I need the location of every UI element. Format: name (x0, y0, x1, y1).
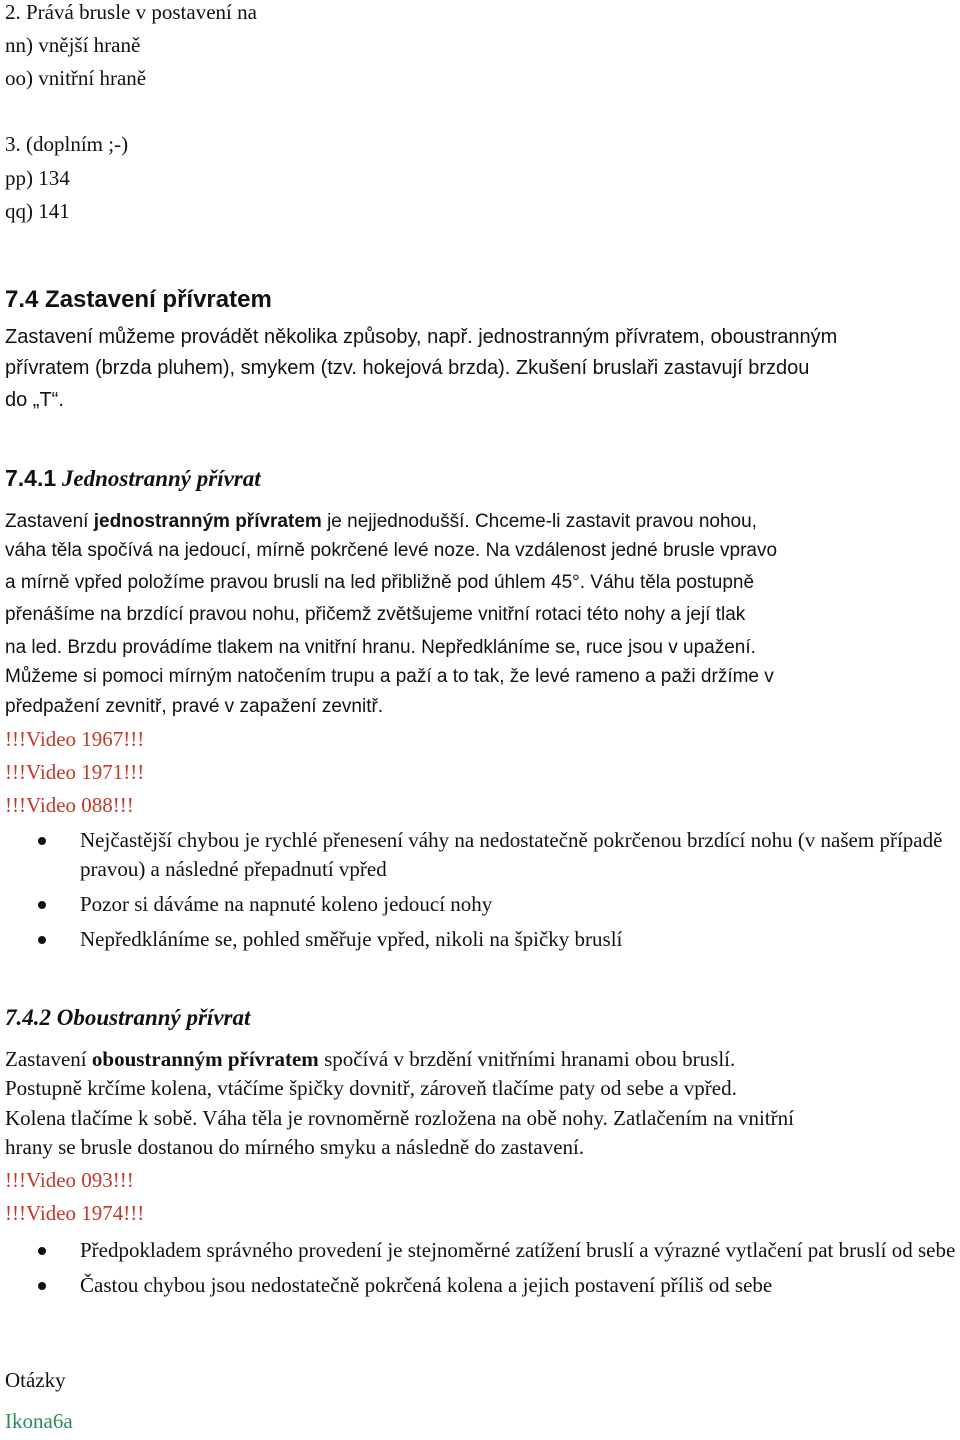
list-item-3-b: qq) 141 (5, 199, 70, 223)
section-7-4-1-p5: na led. Brzdu provádíme tlakem na vnitřní hranu. Nepředkláníme se, ruce jsou v upažení. (5, 637, 756, 658)
section-7-4-1-p1 (5, 506, 757, 537)
list-item (0, 826, 960, 884)
list-item (0, 925, 960, 954)
list-item (0, 1236, 960, 1265)
list-item-2-b: oo) vnitřní hraně (5, 66, 147, 90)
list-item-2-a: nn) vnější hraně (5, 33, 141, 57)
video-link-1974[interactable]: !!!Video 1974!!! (5, 1201, 145, 1225)
bullet-dot-icon (38, 837, 46, 845)
bullet-dot-icon (38, 1282, 46, 1290)
bullet-dot-icon (38, 1247, 46, 1255)
p1-prefix: Zastavení (5, 511, 94, 532)
list-item (0, 890, 960, 919)
bullet-text: Nepředkláníme se, pohled směřuje vpřed, nikoli na špičky bruslí (80, 927, 623, 951)
section-7-4-1-p7: předpažení zevnitř, pravé v zapažení zevnitř. (5, 696, 384, 717)
bullet-text: Častou chybou jsou nedostatečně pokrčená kolena a jejich postavení příliš od sebe (80, 1273, 773, 1297)
video-link-1971[interactable]: !!!Video 1971!!! (5, 760, 145, 784)
p1-prefix: Zastavení (5, 1047, 92, 1071)
section-7-4-1-p6: Můžeme si pomoci mírným natočením trupu a paží a to tak, že levé rameno a paži držíme v (5, 666, 774, 687)
section-7-4-2-bullet-list (0, 1236, 960, 1306)
section-7-4-intro-line2: přívratem (brzda pluhem), smykem (tzv. hokejová brzda). Zkušení bruslaři zastavují brzdou (5, 357, 810, 379)
section-7-4-1-p3: a mírně vpřed položíme pravou brusli na led přibližně pod úhlem 45°. Váhu těla postupně (5, 572, 755, 593)
section-7-4-heading: 7.4 Zastavení přívratem (5, 286, 272, 313)
bullet-dot-icon (38, 936, 46, 944)
video-link-093[interactable]: !!!Video 093!!! (5, 1168, 134, 1192)
section-7-4-intro-line3: do „T“. (5, 389, 64, 411)
questions-label: Otázky (5, 1368, 66, 1392)
section-7-4-1-title: Jednostranný přívrat (56, 466, 261, 491)
p1-suffix: je nejjednodušší. Chceme-li zastavit pravou nohou, (321, 511, 757, 532)
section-7-4-2-p3: Kolena tlačíme k sobě. Váha těla je rovnoměrně rozložena na obě nohy. Zatlačením na vnitřní (5, 1106, 794, 1130)
list-item-3-title: 3. (doplním ;-) (5, 132, 129, 156)
p1-bold-term: oboustranným přívratem (91, 1047, 319, 1071)
section-7-4-intro-line1: Zastavení můžeme provádět několika způsoby, např. jednostranným přívratem, oboustranným (5, 326, 838, 348)
section-7-4-1-heading (5, 462, 261, 495)
section-7-4-2-heading (5, 1001, 250, 1034)
section-7-4-1-p4: přenášíme na brzdící pravou nohu, přičemž zvětšujeme vnitřní rotaci této nohy a její tlak (5, 604, 746, 625)
bullet-text: Předpokladem správného provedení je stejnoměrné zatížení bruslí a výrazné vytlačení pat bruslí od sebe (80, 1238, 956, 1262)
list-item-3-a: pp) 134 (5, 166, 70, 190)
bullet-dot-icon (38, 901, 46, 909)
section-7-4-2-number: 7.4.2 (5, 1005, 51, 1030)
video-link-1967[interactable]: !!!Video 1967!!! (5, 727, 145, 751)
icon-link-ikona6a[interactable]: Ikona6a (5, 1409, 73, 1433)
p1-bold-term: jednostranným přívratem (93, 511, 322, 532)
section-7-4-2-p2: Postupně krčíme kolena, vtáčíme špičky dovnitř, zároveň tlačíme paty od sebe a vpřed. (5, 1076, 737, 1100)
list-item-2-title: 2. Prává brusle v postavení na (5, 0, 257, 24)
bullet-text: Nejčastější chybou je rychlé přenesení váhy na nedostatečně pokrčenou brzdící nohu (v našem případě pravou) a následné přepadnutí vpřed (80, 828, 943, 881)
section-7-4-1-bullet-list (0, 826, 960, 960)
video-link-088[interactable]: !!!Video 088!!! (5, 793, 134, 817)
list-item (0, 1271, 960, 1300)
section-7-4-1-number: 7.4.1 (5, 465, 57, 491)
section-7-4-1-p2: váha těla spočívá na jedoucí, mírně pokrčené levé noze. Na vzdálenost jedné brusle vpravo (5, 540, 778, 561)
p1-suffix: spočívá v brzdění vnitřními hranami obou bruslí. (318, 1047, 736, 1071)
section-7-4-2-p4: hrany se brusle dostanou do mírného smyku a následně do zastavení. (5, 1135, 585, 1159)
bullet-text: Pozor si dáváme na napnuté koleno jedoucí nohy (80, 892, 493, 916)
section-7-4-2-title: Oboustranný přívrat (51, 1005, 251, 1030)
